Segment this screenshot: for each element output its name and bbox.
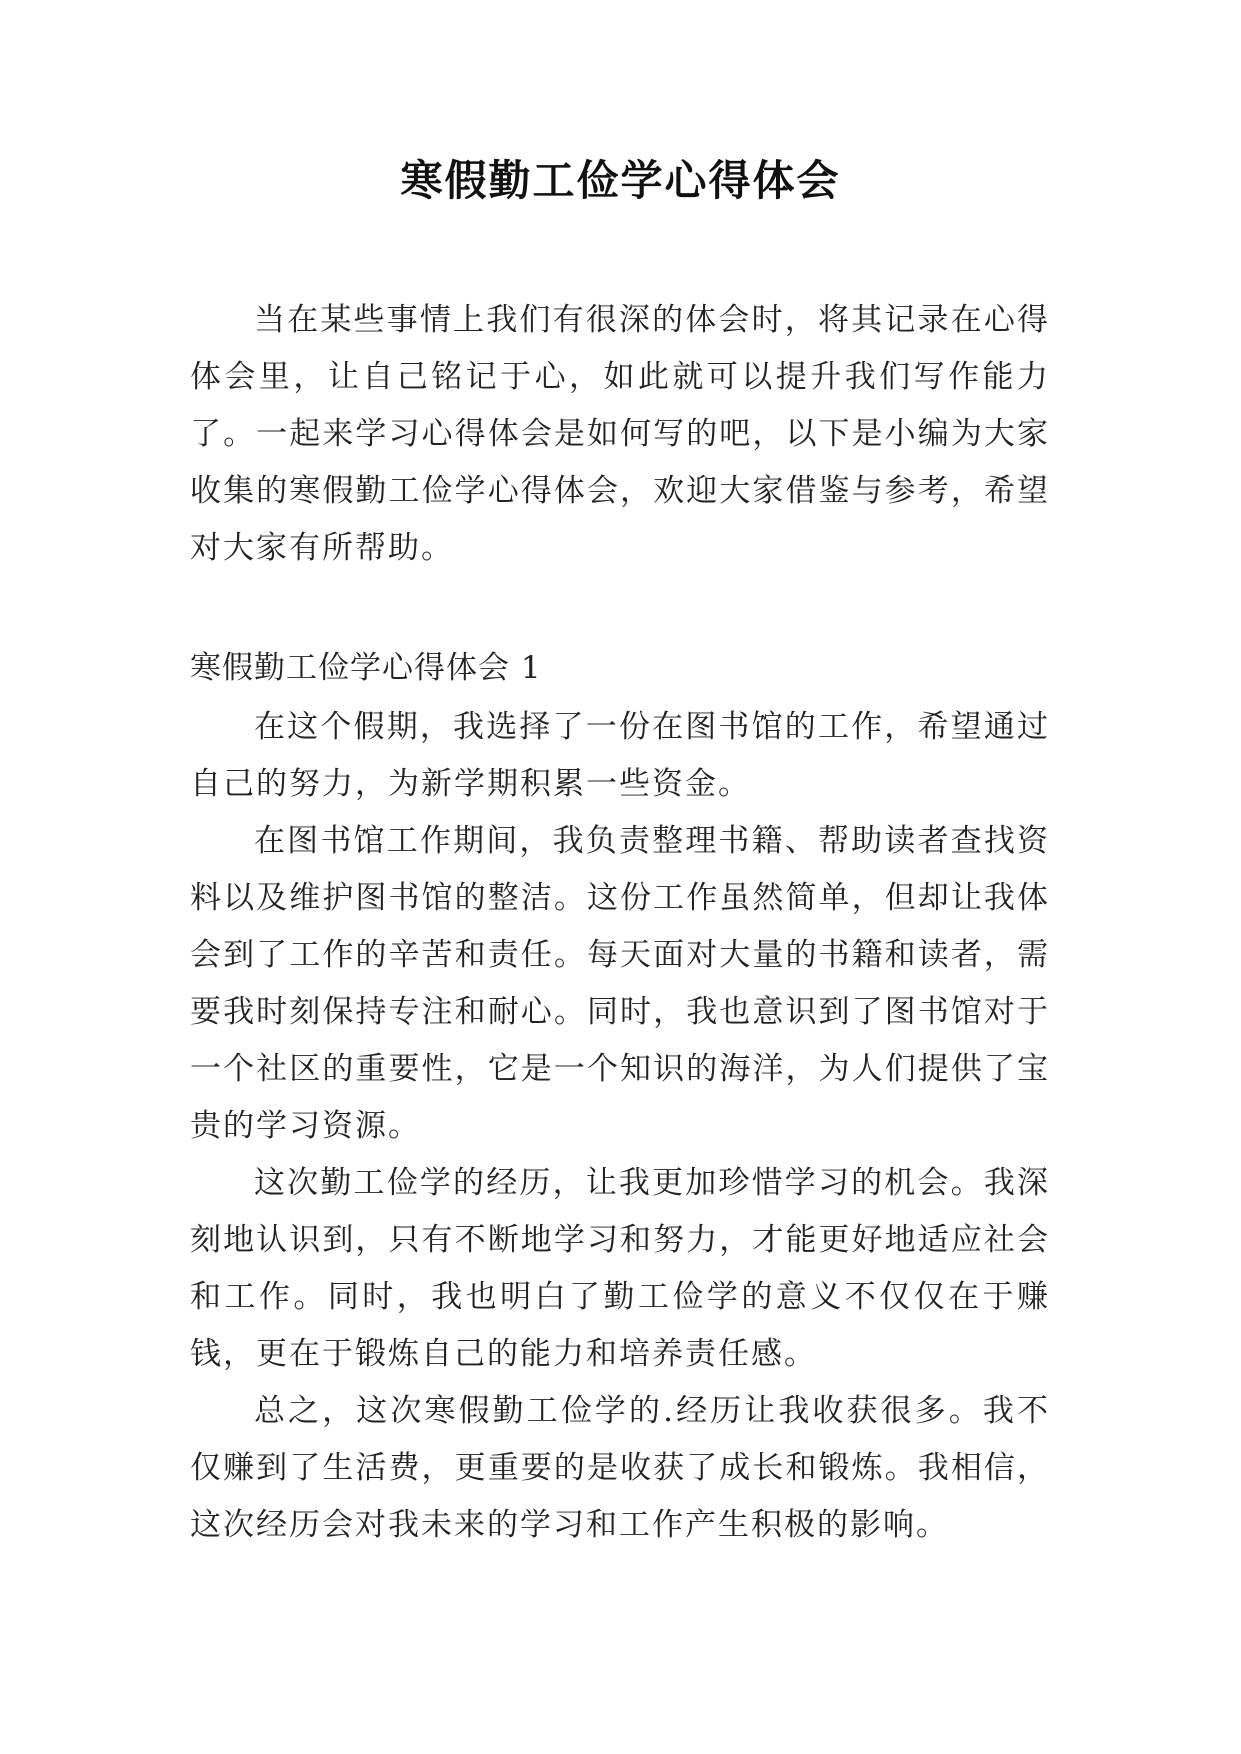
- document-title: 寒假勤工俭学心得体会: [400, 156, 841, 205]
- intro-block: [190, 292, 1050, 577]
- body-paragraph: 总之，这次寒假勤工俭学的.经历让我收获很多。我不仅赚到了生活费，更重要的是收获了成长和锻炼。我相信，这次经历会对我未来的学习和工作产生积极的影响。: [190, 1393, 1050, 1543]
- intro-paragraph: 当在某些事情上我们有很深的体会时，将其记录在心得体会里，让自己铭记于心，如此就可以提升我们写作能力了。一起来学习心得体会是如何写的吧，以下是小编为大家收集的寒假勤工俭学心得体会，欢迎大家借鉴与参考，希望对大家有所帮助。: [190, 302, 1050, 566]
- body-paragraph: 在这个假期，我选择了一份在图书馆的工作，希望通过自己的努力，为新学期积累一些资金。: [190, 709, 1050, 802]
- section-heading: 寒假勤工俭学心得体会 1: [190, 650, 542, 686]
- body-paragraph: 在图书馆工作期间，我负责整理书籍、帮助读者查找资料以及维护图书馆的整洁。这份工作虽然简单，但却让我体会到了工作的辛苦和责任。每天面对大量的书籍和读者，需要我时刻保持专注和耐心。同时，我也意识到了图书馆对于一个社区的重要性，它是一个知识的海洋，为人们提供了宝贵的学习资源。: [190, 823, 1050, 1144]
- section-body: [190, 699, 1050, 1554]
- body-paragraph: 这次勤工俭学的经历，让我更加珍惜学习的机会。我深刻地认识到，只有不断地学习和努力，才能更好地适应社会和工作。同时，我也明白了勤工俭学的意义不仅仅在于赚钱，更在于锻炼自己的能力和培养责任感。: [190, 1165, 1050, 1372]
